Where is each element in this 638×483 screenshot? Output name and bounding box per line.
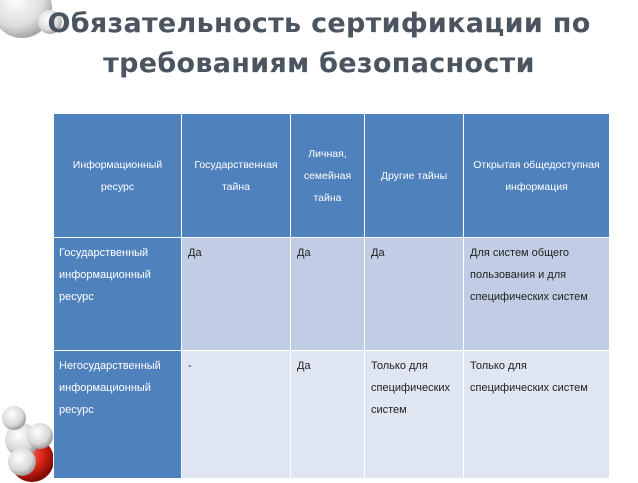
table-cell: Да: [291, 238, 365, 351]
header-other-secrets: Другие тайны: [365, 114, 464, 238]
table-cell: Только для специфических систем: [464, 351, 610, 479]
table-cell: Да: [291, 351, 365, 479]
header-resource: Информационный ресурс: [54, 114, 182, 238]
table-header-row: [54, 114, 610, 238]
table-cell: Только для специфических систем: [365, 351, 464, 479]
slide-title-line-2: требованиям безопасности: [103, 48, 535, 79]
slide-title-line-1: Обязательность сертификации по: [47, 8, 591, 39]
header-open-information: Открытая общедоступная информация: [464, 114, 610, 238]
table-row: [54, 351, 610, 479]
table-cell: -: [182, 351, 291, 479]
table-cell: Для систем общего пользования и для специфических систем: [464, 238, 610, 351]
table-cell: Да: [365, 238, 464, 351]
row-header-state-resource: Государственный информационный ресурс: [54, 238, 182, 351]
header-personal-secret: Личная, семейная тайна: [291, 114, 365, 238]
header-state-secret: Государственная тайна: [182, 114, 291, 238]
certification-table: [53, 113, 610, 479]
table-cell: Да: [182, 238, 291, 351]
table-row: [54, 238, 610, 351]
row-header-nonstate-resource: Негосударственный информационный ресурс: [54, 351, 182, 479]
slide-title: [0, 4, 638, 84]
